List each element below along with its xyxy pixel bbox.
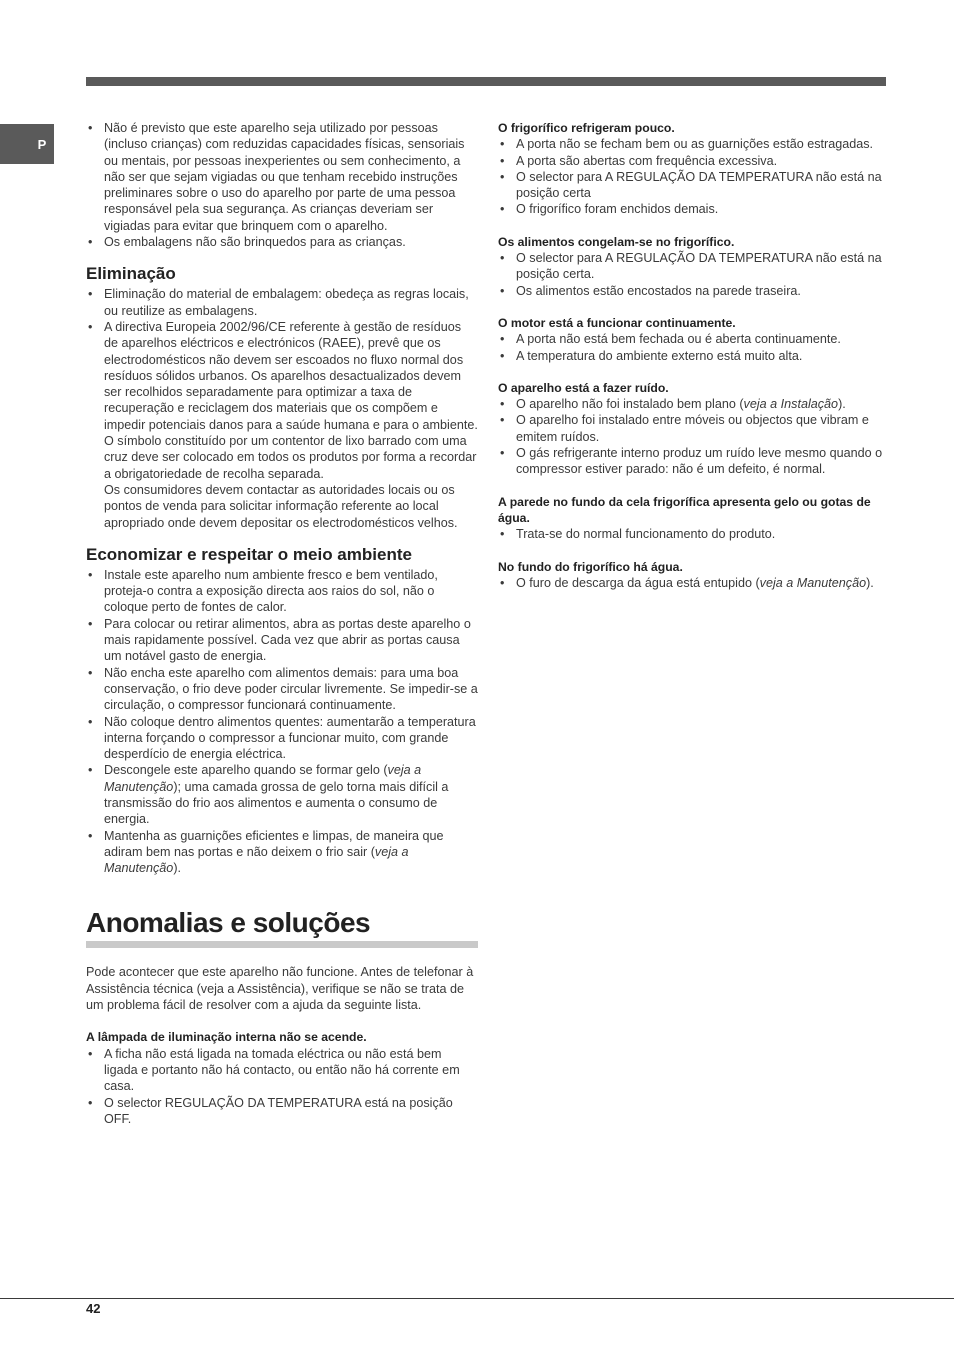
problem-list (498, 250, 886, 299)
list-item: • Não é previsto que este aparelho seja utilizado por pessoas (incluso crianças) com reduzidas capacidades físicas, sensoriais ou mentais, por pessoas inexperientes ou sem conhecimento, a não ser que sejam vigiadas ou que tenham recebido instruções preliminares sobre o uso do aparelho por parte de uma pessoa responsável pela sua segurança. As crianças deveriam ser vigiadas para evitar que brinquem com o aparelho. (86, 120, 478, 234)
list-item (86, 762, 478, 827)
text-segment: ). (838, 397, 846, 412)
cross-reference: veja a Manutenção (104, 844, 409, 876)
list-item: • A ficha não está ligada na tomada eléctrica ou não está bem ligada e portanto não há contacto, ou então não há corrente em casa. (86, 1046, 478, 1095)
list-item: • Os alimentos estão encostados na parede traseira. (498, 283, 886, 299)
problem-heading: O aparelho está a fazer ruído. (498, 380, 669, 395)
page-title: Anomalias e soluções (86, 907, 371, 939)
problem-list (498, 575, 886, 591)
language-tab-label: P (37, 136, 47, 152)
problem-list (498, 526, 886, 542)
list-item: • A porta são abertas com frequência excessiva. (498, 153, 886, 169)
problem-heading: A lâmpada de iluminação interna não se acende. (86, 1030, 367, 1045)
list-item: • Eliminação do material de embalagem: obedeça as regras locais, ou reutilize as embalagens. (86, 286, 478, 319)
text-segment: Mantenha as guarnições eficientes e limpas, de maneira que adiram bem nas portas e não deixem o frio sair ( (104, 828, 444, 859)
eliminacao-list (86, 286, 478, 530)
economizar-list (86, 567, 478, 877)
list-item: • Não coloque dentro alimentos quentes: aumentarão a temperatura interna forçando o compressor a funcionar muito, com grande desperdício de energia eléctrica. (86, 714, 478, 763)
list-item (498, 575, 886, 591)
text-segment: ). (866, 575, 874, 590)
list-item: • Não encha este aparelho com alimentos demais: para uma boa conservação, o frio deve poder circular livremente. Se impedir-se a circulação, o compressor funcionará continuamente. (86, 665, 478, 714)
problem-heading: O frigorífico refrigeram pouco. (498, 121, 675, 135)
section-heading-economizar: Economizar e respeitar o meio ambiente (86, 544, 412, 564)
list-item: • Para colocar ou retirar alimentos, abra as portas deste aparelho o mais rapidamente possível. Cada vez que abrir as portas causa um notável gasto de energia. (86, 616, 478, 665)
list-item: • Trata-se do normal funcionamento do produto. (498, 526, 886, 542)
list-item: • O selector para A REGULAÇÃO DA TEMPERATURA não está na posição certa. (498, 250, 886, 283)
title-underline (86, 941, 478, 948)
cross-reference: veja a Manutenção (759, 575, 867, 590)
left-column (86, 120, 478, 1127)
text-segment: ); uma camada grossa de gelo torna mais difícil a transmissão do frio aos alimentos e aumenta o consumo de energia. (104, 779, 449, 827)
problem-list (498, 331, 886, 364)
problem-list (498, 396, 886, 477)
language-tab (0, 124, 54, 164)
list-item: • O selector para A REGULAÇÃO DA TEMPERATURA não está na posição certa (498, 169, 886, 202)
problem-heading: A parede no fundo da cela frigorífica apresenta gelo ou gotas de água. (498, 494, 871, 525)
list-item: • A temperatura do ambiente externo está muito alta. (498, 348, 886, 364)
header-rule (86, 77, 886, 86)
problem-heading: No fundo do frigorífico há água. (498, 559, 683, 574)
lamp-list (86, 1046, 478, 1127)
footer-rule (0, 1298, 954, 1299)
list-item: • O aparelho foi instalado entre móveis ou objectos que vibram e emitem ruídos. (498, 412, 886, 445)
page-number: 42 (86, 1301, 101, 1316)
list-item: • O gás refrigerante interno produz um ruído leve mesmo quando o compressor estiver parado: não é um defeito, é normal. (498, 445, 886, 478)
safety-list (86, 120, 478, 250)
section-heading-eliminacao: Eliminação (86, 264, 176, 284)
list-item: • O frigorífico foram enchidos demais. (498, 201, 886, 217)
cross-reference: veja a Instalação (743, 397, 839, 412)
intro-paragraph: Pode acontecer que este aparelho não funcione. Antes de telefonar à Assistência técnica (veja a Assistência), verifique se não se trata de um problema fácil de resolver com a ajuda da seguinte lista. (86, 965, 474, 1013)
list-item: • O selector REGULAÇÃO DA TEMPERATURA está na posição OFF. (86, 1095, 478, 1128)
list-item-continuation: Os consumidores devem contactar as autoridades locais ou os pontos de venda para solicitar informação referente ao local apropriado onde devem depositar os electrodomésticos velhos. (104, 482, 458, 530)
problem-heading: Os alimentos congelam-se no frigorífico. (498, 234, 735, 249)
cross-reference: veja a Manutenção (104, 763, 422, 794)
list-item: • Instale este aparelho num ambiente fresco e bem ventilado, proteja-o contra a exposição directa aos raios do sol, não o coloque perto de fontes de calor. (86, 567, 478, 616)
list-item: • Os embalagens não são brinquedos para as crianças. (86, 234, 478, 250)
list-item: • A porta não se fecham bem ou as guarnições estão estragadas. (498, 136, 886, 152)
list-item (86, 828, 478, 877)
text-segment: O furo de descarga da água está entupido ( (516, 575, 760, 590)
text-segment: O aparelho não foi instalado bem plano ( (516, 397, 744, 412)
list-item-text: A directiva Europeia 2002/96/CE referente à gestão de resíduos de aparelhos eléctricos e electrónicos (RAEE), prevê que os electrodomésticos não devem ser escoados no fluxo normal dos resíduos sólidos urbanos. Os aparelhos desactualizados devem ser recolhidos separadamente para optimizar a taxa de recuperação e reciclagem dos materiais que os compõem e impedir potenciais danos para a saúde humana e para o ambiente. O símbolo constituído por um contentor de lixo barrado com uma cruz deve ser colocado em todos os produtos por forma a recordar a obrigatoriedade de recolha separada. (104, 319, 478, 481)
right-column (498, 120, 886, 591)
problem-list (498, 136, 886, 217)
problem-heading: O motor está a funcionar continuamente. (498, 315, 736, 330)
list-item (86, 319, 478, 531)
text-segment: Descongele este aparelho quando se formar gelo ( (104, 763, 388, 778)
list-item: • A porta não está bem fechada ou é aberta continuamente. (498, 331, 886, 347)
text-segment: ). (173, 861, 182, 876)
list-item (498, 396, 886, 412)
